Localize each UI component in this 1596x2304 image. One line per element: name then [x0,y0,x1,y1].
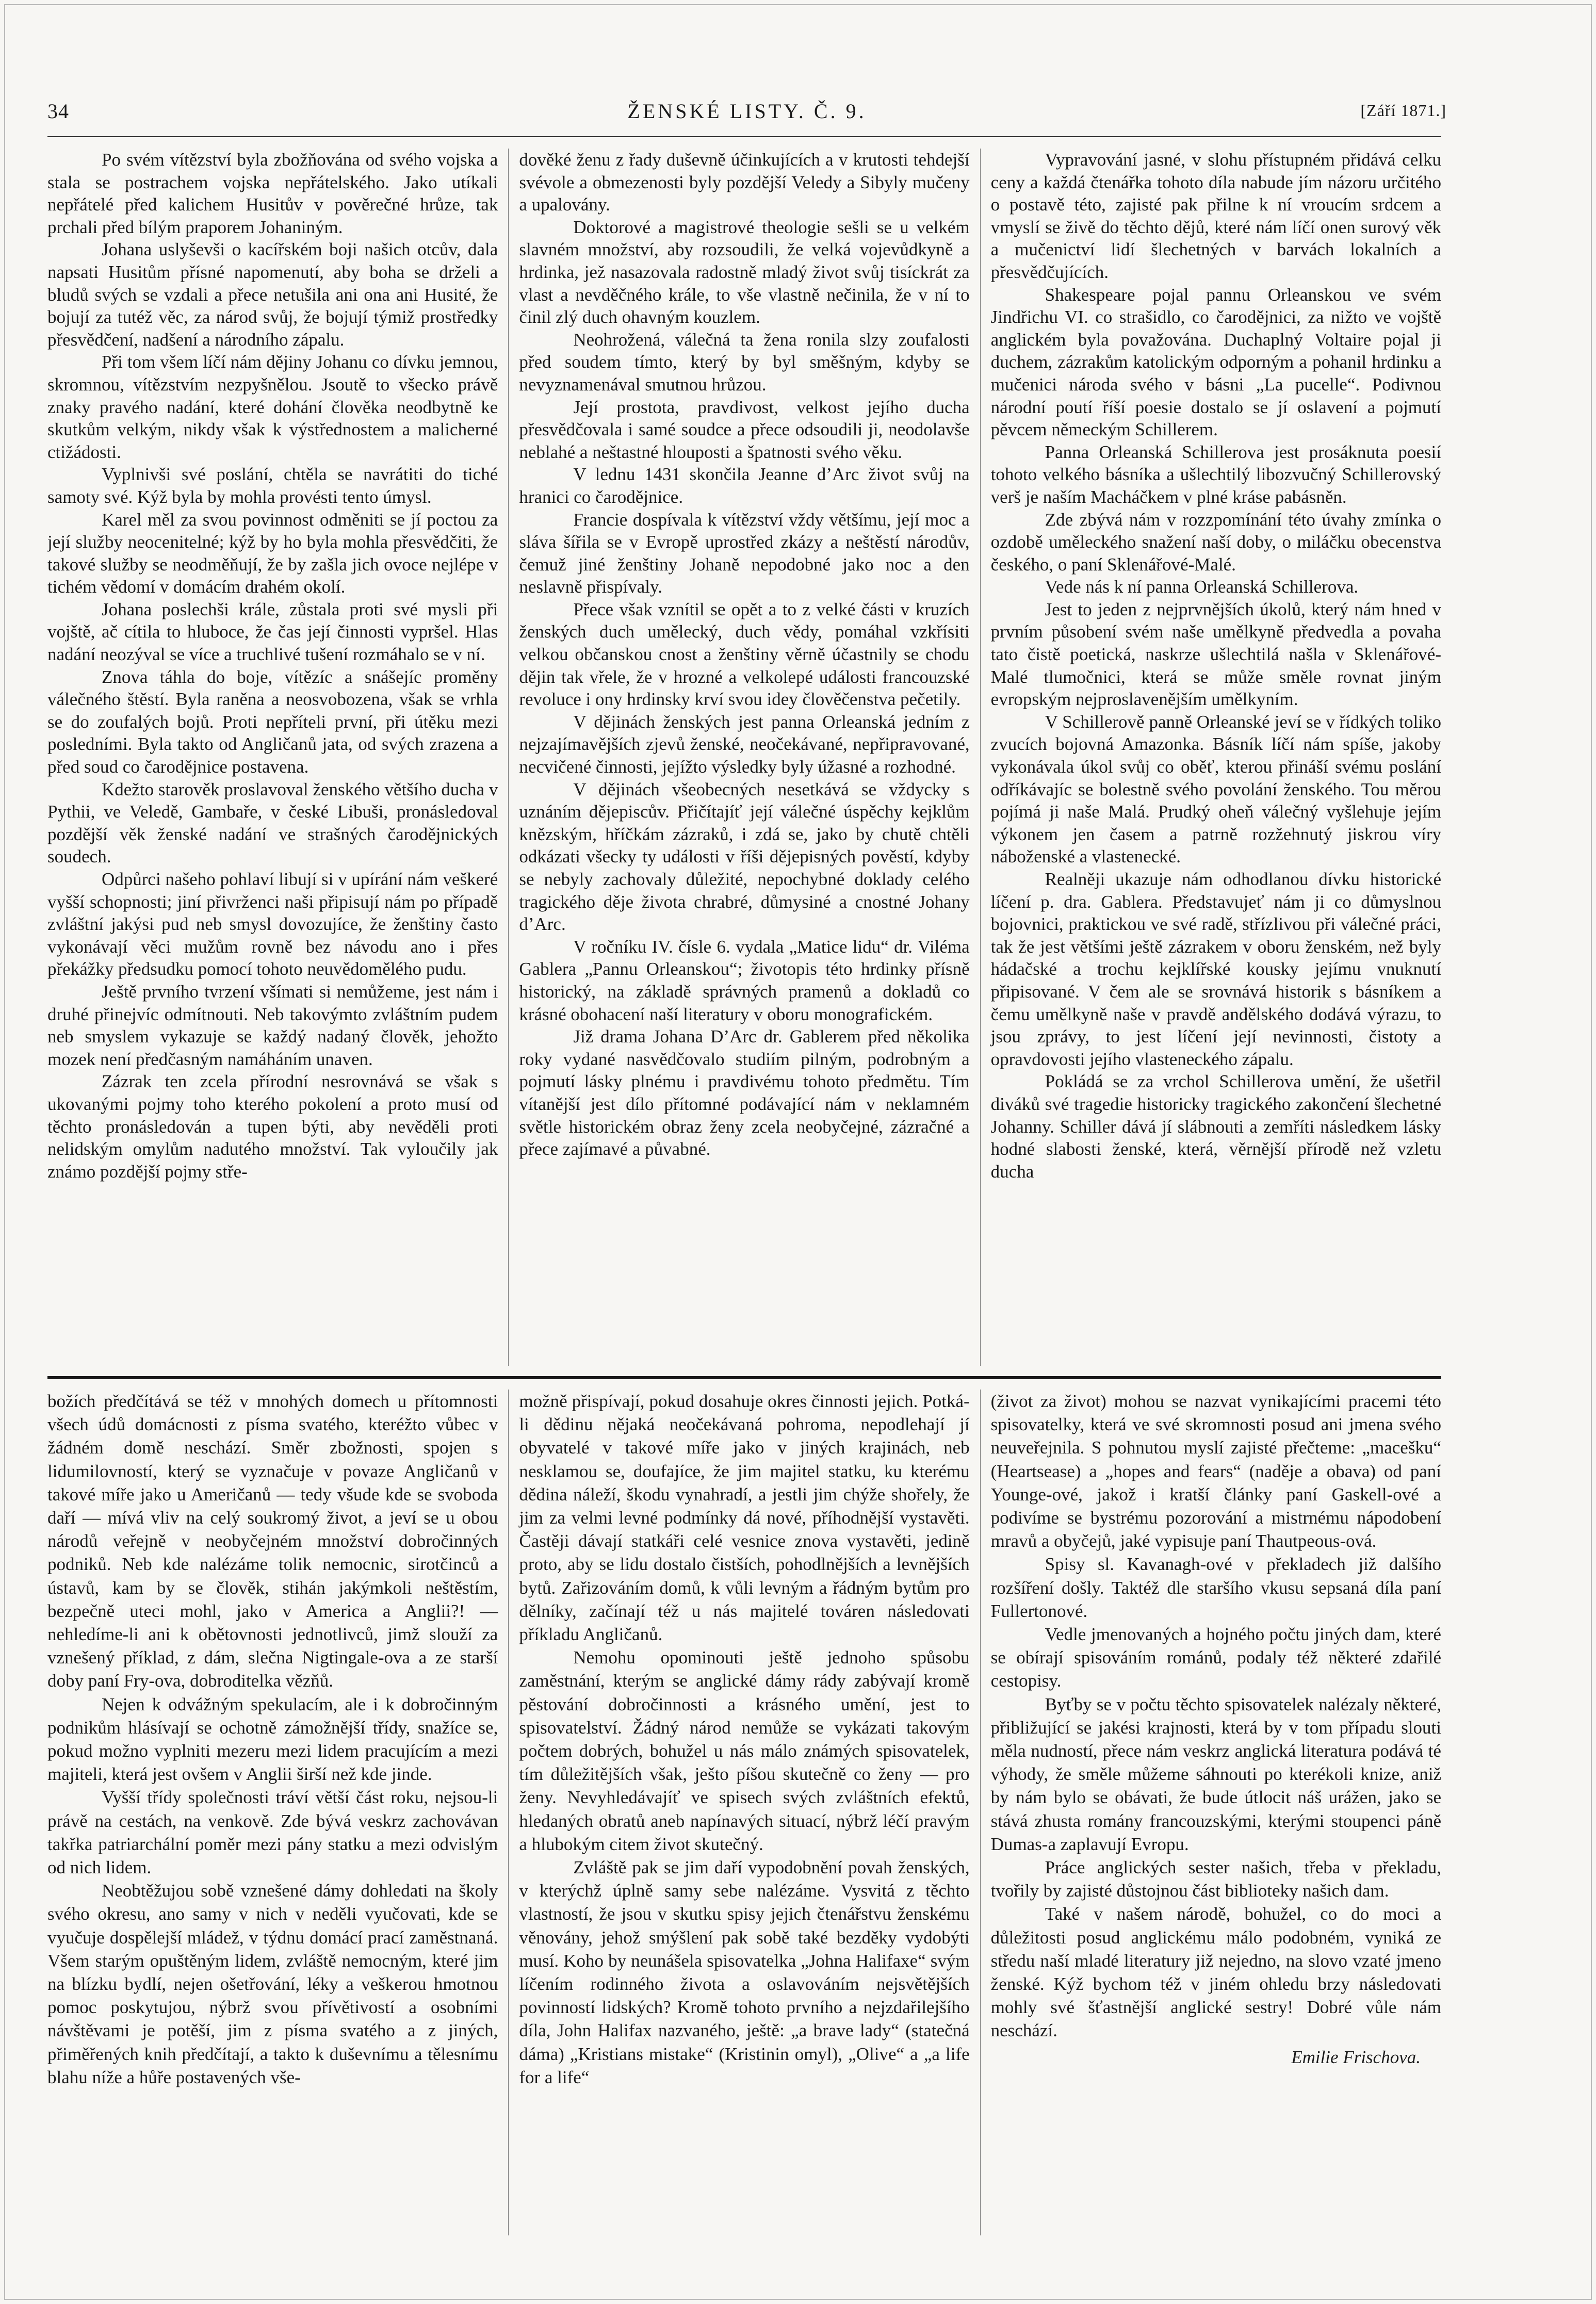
article-top-section [47,149,1441,1366]
paragraph: Práce anglických sester našich, třeba v překladu, tvořily by zajisté důstojnou část biblioteky našich dam. [990,1857,1441,1901]
author-signature: Emilie Frischova. [1291,2047,1421,2067]
paragraph: Odpůrci našeho pohlaví libují si v upírání nám veškeré vyšší schopnosti; jiní přivrženci naši připisují nám po případě zvláštní jakýsi pud neb smysl dovozujíce, že ženštiny často vykonávají věci mužům rovně bez návodu ano i přes překážky předsudku pomocí tohoto neuvědomělého pudu. [47,869,498,979]
bottom-column-3 [980,1390,1441,2235]
paragraph: možně přispívají, pokud dosahuje okres činnosti jejich. Potká-li dědinu nějaká neočekávaná pohroma, nepodlehají jí obyvatelé v takové míře jako v jiných krajinách, neb nesklamou se, doufajíce, že jim majitel statku, ku kterému dědina náleží, škodu vynahradí, a jestli jim chýže shořely, že jim za velmi levné podmínky dá nové, příhodnější vystavěti. Častěji dávají statkáři celé vesnice znova vystavěti, jedině proto, aby se lidu dostalo čistších, pohodlnějších a levnějších bytů. Zařizováním domů, k vůli levným a řádným bytům pro dělníky, začínají též u nás majitelé továren následovati příkladu Angličanů. [519,1391,970,1645]
paragraph: Pokládá se za vrchol Schillerova umění, že ušetřil diváků své tragedie historicky tragického zakončení šlechetné Johanny. Schiller dává jí slábnouti a zemříti následkem lásky hodné slabosti ženské, která, věrnější přírodě než vzletu ducha [990,1071,1441,1182]
header-rule [47,136,1441,137]
paragraph: Kdežto starověk proslavoval ženského většího ducha v Pythii, ve Veledě, Gambaře, v české Libuši, pronásledoval pozdější věk ženské nadání ve strašných čarodějnických soudech. [47,779,498,867]
top-column-3 [980,149,1441,1366]
paragraph: Karel měl za svou povinnost odměniti se jí poctou za její služby neocenitelné; kýž by ho byla mohla přesvědčiti, že takové služby se neodměňují, že by zašla jich ovoce nejlépe v tichém vědomí v domácím drahém okolí. [47,509,498,597]
paragraph: V dějinách ženských jest panna Orleanská jedním z nejzajímavějších zjevů ženské, neočekávané, nepřipravované, necvičené činnosti, jejížto výsledky byly úžasné a rozhodné. [519,711,970,777]
section-divider-rule [47,1376,1441,1379]
paragraph: V lednu 1431 skončila Jeanne d’Arc život svůj na hranici co čarodějnice. [519,464,970,507]
paragraph: V dějinách všeobecných nesetkává se vždycky s uznáním dějepiscův. Přičítajíť její válečné úspěchy kejklům knězským, hříčkám zázraků, i zdá se, jako by chutě chtěli odkázati všecky ty události v říši dějepisných pověstí, kdyby se nebyly zachovaly důležité, nepochybné doklady celého tragického děje života chrabré, důmysiné a cnostné Johany d’Arc. [519,779,970,935]
paragraph: Také v našem národě, bohužel, co do moci a důležitosti posud anglickému málo podobném, vyniká ze středu naší mladé literatury již nejedno, na slovo vzaté jmeno ženské. Kýž bychom též v jiném ohledu brzy následovati mohly své šťastnější anglické sestry! Dobré vůle nám neschází. [990,1904,1441,2041]
paragraph: V ročníku IV. čísle 6. vydala „Matice lidu“ dr. Viléma Gablera „Pannu Orleanskou“; životopis této hrdinky přísně historický, na základě správných pramenů a dokladů co krásné obohacení naší literatury v oboru monografickém. [519,936,970,1024]
paragraph: Zde zbývá nám v rozzpomínání této úvahy zmínka o ozdobě uměleckého snažení naší doby, o miláčku obecenstva českého, o paní Sklenářové-Malé. [990,509,1441,575]
paragraph: Francie dospívala k vítězství vždy většímu, její moc a sláva šířila se v Evropě uprostřed zkázy a neštěstí národův, čemuž jiné ženštiny Johaně nepodobné jako noc a den neslavně přispívaly. [519,509,970,597]
paragraph: dověké ženu z řady duševně účinkujících a v krutosti tehdejší svévole a obmezenosti byly pozdější Veledy a Sibyly mučeny a upalovány. [519,150,970,215]
paragraph: Při tom všem líčí nám dějiny Johanu co dívku jemnou, skromnou, vítězstvím nezpyšnělou. Jsoutě to všecko právě znaky pravého nadání, které dohání člověka neodbytně ke skutkům velkým, nikdy však k výstřednostem a malicherné ctižádosti. [47,352,498,462]
paragraph: Doktorové a magistrové theologie sešli se u velkém slavném množství, aby rozsoudili, že velká vojevůdkyně a hrdinka, jež nasazovala radostně mladý život svůj tisíckrát za vlast a nevděčného krále, to vše vlastně nečinila, že v ní to činil zlý duch ohavným kouzlem. [519,217,970,328]
paragraph: V Schillerově panně Orleanské jeví se v řídkých toliko zvucích bojovná Amazonka. Básník líčí nám spíše, jakoby vykonávala úkol svůj co oběť, kterou přináší svému poslání odříkávajíc se bolestně svého povolání ženského. Tou měrou pojímá ji naše Malá. Prudký oheň válečný vyšlehuje jejím výkonem jen časem a patrně rozžehnutý jiskrou víry náboženské a vlastenecké. [990,711,1441,867]
top-column-2 [508,149,980,1366]
paragraph: božích předčítává se též v mnohých domech u přítomnosti všech údů domácnosti z písma svatého, kteréžto vůbec v žádném domě neschází. Směr zbožnosti, spojen s lidumilovností, který se vyznačuje v povaze Angličanů v takové míře jako u Američanů — tedy všude kde se svoboda daří — mívá vliv na celý soukromý život, a jeví se u obou národů veřejně v neobyčejném množství dobročinných podniků. Neb kde nalézáme tolik nemocnic, sirotčinců a ústavů, kam by se člověk, stihán jakýmkoli neštěstím, bezpečně uteci mohl, jako v America a Anglii?! — nehledíme-li ani k obětovnosti jednotlivců, jimž slouží za vznešený příklad, z dám, slečna Nigtingale-ova a ze starší doby paní Fry-ova, dobroditelka vězňů. [47,1391,498,1691]
paragraph: (život za život) mohou se nazvat vynikajícími pracemi této spisovatelky, která ve své skromnosti posud ani jmena svého neuveřejnila. S pohnutou myslí zajisté přečteme: „macešku“ (Heartsease) a „hopes and fears“ (naděje a obava) od paní Younge-ové, jakož i kratší články paní Gaskell-ové a podivíme se bystrému pozorování a mistrnému nápodobení mravů a obyčejů, jaké vypisuje paní Thautpeous-ová. [990,1391,1441,1551]
top-column-1 [47,149,508,1366]
paragraph: Shakespeare pojal pannu Orleanskou ve svém Jindřichu VI. co strašidlo, co čarodějnici, za nižto ve vojště anglickém byla považována. Duchaplný Voltaire pojal ji duchem, zázrakům katolickým odporným a pohanil hrdinku a mučenici národa svého v básni „La pucelle“. Podivnou národní poutí říší poesie dostalo se jí oslavení a pojmutí pěvcem německým Schillerem. [990,284,1441,440]
paragraph: Přece však vznítil se opět a to z velké části v kruzích ženských duch umělecký, duch vědy, pomáhal vzkřísiti velkou občanskou cnost a ženštiny věrně účastnily se chodu dějin tak vřele, že v hrozné a velkolepé události francouzské revoluce i ony hrdinsky krví svou idey člověčenstva pečetily. [519,599,970,710]
paragraph: Jest to jeden z nejprvnějších úkolů, který nám hned v prvním působení svém naše umělkyně předvedla a povaha tato čistě poetická, naskrze ušlechtilá našla v Sklenářové-Malé tlumočnici, která se může směle rovnat jiným evropským nejproslavenějším umělkyním. [990,599,1441,710]
bottom-column-1 [47,1390,508,2235]
page-number: 34 [47,100,69,123]
paragraph: Nejen k odvážným spekulacím, ale i k dobročinným podnikům hlásívají se ochotně zámožnější třídy, snažíce se, pokud možno vyplniti mezeru mezi lidem pracujícím a mezi majiteli, která jest ovšem v Anglii širší než kde jinde. [47,1694,498,1785]
paragraph: Spisy sl. Kavanagh-ové v překladech již dalšího rozšíření došly. Taktéž dle staršího vkusu sepsaná díla paní Fullertonové. [990,1554,1441,1621]
paragraph: Vede nás k ní panna Orleanská Schillerova. [1045,577,1359,597]
paragraph: Johana poslechši krále, zůstala proti své mysli při vojště, ač cítila to hluboce, že čas její činnosti vypršel. Hlas nadání neozýval se více a truchlivé tušení rozmáhalo se v ní. [47,599,498,665]
paragraph: Vyšší třídy společnosti tráví větší část roku, nejsou-li právě na cestách, na venkově. Zde bývá veskrz zachovávan takřka patriarchální poměr mezi pány statku a mezi odvislým od nich lidem. [47,1787,498,1878]
paragraph: Zázrak ten zcela přírodní nesrovnává se však s ukovanými pojmy toho kterého pokolení a proto musí od těchto pronásledován a tupen býti, aby nevěděli proti nelidským omylům nadutého množství. Tak vyloučily jak známo pozdější pojmy stře- [47,1071,498,1182]
paragraph: Po svém vítězství byla zbožňována od svého vojska a stala se postrachem vojska nepřátelského. Jako utíkali nepřátelé před kalichem Husitův v pověrečné hrůze, tak prchali před bílým praporem Johaniným. [47,150,498,237]
paragraph: Zvláště pak se jim daří vypodobnění povah ženských, v kterýchž úplně samy sebe nalézáme. Vysvitá z těchto vlastností, že jsou v skutku spisy jejich čtenářstvu ženskému věnovány, jehož smýšlení pak sobě také bezděky vydobýti musí. Koho by neunášela spisovatelka „Johna Halifaxe“ svým líčením rodinného života a oslavováním nejsvětějších povinností lidských? Kromě tohoto prvního a nejzdařilejšího díla, John Halifax nazvaného, ještě: „a brave lady“ (statečná dáma) „Kristians mistake“ (Kristinin omyl), „Olive“ a „a life for a life“ [519,1857,970,2087]
paragraph: Neobtěžujou sobě vznešené dámy dohledati na školy svého okresu, ano samy v nich v neděli vyučovati, kde se vyučuje dospělejší mládež, v týdnu domácí prací zaměstnaná. Všem starým opuštěným lidem, zvláště nemocným, které jim na blízku bydlí, nejen ošetřování, léky a veškerou hmotnou pomoc poskytujou, nýbrž svou přívětivostí a osobními návštěvami je potěší, jim z písma svatého a z jiných, přiměřených knih předčítají, a takto k duševnímu a tělesnímu blahu níže a hůře postavených vše- [47,1881,498,2087]
bottom-column-2 [508,1390,980,2235]
issue-date: [Září 1871.] [1360,101,1446,120]
journal-title: ŽENSKÉ LISTY. Č. 9. [627,100,867,123]
paragraph: Neohrožená, válečná ta žena ronila slzy zoufalosti před soudem tímto, který by byl směšným, kdyby se nevyznamenával smutnou hrůzou. [519,329,970,395]
page-header [47,99,1446,130]
paragraph: Vypravování jasné, v slohu přístupném přidává celku ceny a každá čtenářka tohoto díla nabude jím názoru určitého o postavě této, zajisté pak přilne k ní vroucím srdcem a vmyslí se živě do těchto dějů, které nám líčí onen surový věk a mučenictví lidí šlechetných v barvách lokalních a přesvědčujících. [990,150,1441,282]
paragraph: Znova táhla do boje, vítězíc a snášejíc proměny válečného štěstí. Byla raněna a neosvobozena, však se vrhla se do zoufalých bojů. Proti nepříteli první, při útěku mezi posledními. Byla takto od Angličanů jata, od svých zrazena a před soud co čarodějnice postavena. [47,666,498,777]
paragraph: Vyplnivši své poslání, chtěla se navrátiti do tiché samoty své. Kýž byla by mohla provésti tento úmysl. [47,464,498,507]
paragraph: Panna Orleanská Schillerova jest prosáknuta poesií tohoto velkého básníka a ušlechtilý libozvučný Schillerovský verš je naším Macháčkem v plné kráse pabásněn. [990,442,1441,507]
paragraph: Johana uslyševši o kacířském boji našich otcův, dala napsati Husitům přísné napomenutí, aby boha se drželi a bludů svých se vzdali a přece netušila ani ona ani Husité, že bojují za tutéž věc, za národ svůj, že bojují týmiž prostředky přesvědčení, nadšení a národního zápalu. [47,239,498,350]
article-bottom-section [47,1390,1441,2235]
paragraph: Její prostota, pravdivost, velkost jejího ducha přesvědčovala i samé soudce a přece odsoudili ji, neodolavše neblahé a neštastné hlouposti a špatnosti svého věku. [519,397,970,462]
paragraph: Nemohu opominouti ještě jednoho spůsobu zaměstnání, kterým se anglické dámy rády zabývají kromě pěstování dobročinnosti a krásného umění, jest to spisovatelství. Žádný národ nemůže se vykázati takovým počtem dobrých, bohužel u nás málo známých spisovatelek, tím důležitějších však, ješto píšou skutečně co ženy — pro ženy. Nevyhledávajíť ve spisech svých zvláštních efektů, hledaných obratů aneb napínavých situací, nýbrž léčí pravým a hlubokým citem život skutečný. [519,1647,970,1854]
paragraph: Ještě prvního tvrzení všímati si nemůžeme, jest nám i druhé přinejvíc odmítnouti. Neb takovýmto zvláštním pudem neb smyslem vykazuje se každý nadaný člověk, jehožto mozek není předčasným namáháním unaven. [47,981,498,1069]
paragraph: Byťby se v počtu těchto spisovatelek nalézaly některé, přibližující se jakési krajnosti, která by v tom případu slouti měla nudností, přece nám veskrz anglická literatura podává té výhody, že směle můžeme sáhnouti po kterékoli knize, aniž by nám bylo se obávati, že bude útlocit náš urážen, jako se stává zhusta romány francouzskými, kterými stoupenci páně Dumas-a zaplavují Evropu. [990,1694,1441,1854]
paragraph: Vedle jmenovaných a hojného počtu jiných dam, které se obírají spisováním románů, podaly též některé zdařilé cestopisy. [990,1624,1441,1691]
paragraph: Realněji ukazuje nám odhodlanou dívku historické líčení p. dra. Gablera. Představujeť nám ji co důmyslnou bojovnici, praktickou ve své radě, střízlivou při válečné práci, tak že jest většími ještě zázrakem v oboru ženském, než byly hádačské a trochu kejklířské kousky jejímu vnuknutí připisované. V čem ale se srovnává historik s básníkem a čemu umělkyně naše v pravdě andělského dodává výrazu, to jsou zprávy, to jest líčení její nevinnosti, čistoty a opravdovosti jejího vlasteneckého zápalu. [990,869,1441,1069]
paragraph: Již drama Johana D’Arc dr. Gablerem před několika roky vydané nasvědčovalo studiím pilným, podrobným a pojmutí lásky plnému i pravdivému tohoto předmětu. Tím vítanější jest dílo přítomné podávající nám v neklamném světle historickém obraz ženy zcela neobyčejné, zázračné a přece zajímavé a půvabné. [519,1026,970,1159]
